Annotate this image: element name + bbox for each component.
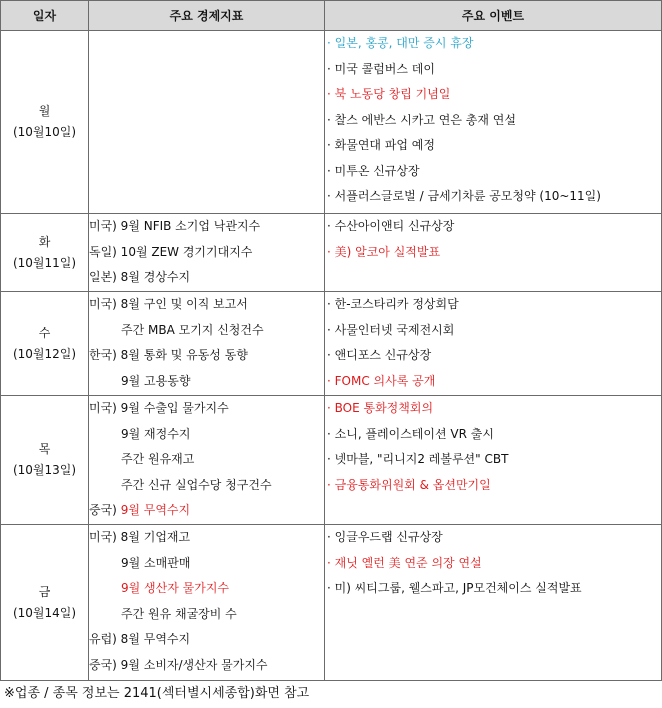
indicator-item: 일본) 8월 경상수지 (89, 270, 191, 284)
day-cell (1, 31, 89, 214)
indicator-item: 9월 고용동향 (121, 373, 191, 388)
weekday-label: 화 (38, 234, 51, 249)
indicator-item: 주간 신규 실업수당 청구건수 (121, 477, 272, 492)
indicators-cell (89, 292, 325, 396)
date-label: (10월12일) (12, 346, 77, 361)
event-item: · 수산아이앤티 신규상장 (327, 219, 455, 233)
indicator-country: 중국) (89, 503, 121, 517)
indicator-item: 미국) 9월 수출입 물가지수 (89, 401, 229, 415)
event-item: · 일본, 홍콩, 대만 증시 휴장 (327, 36, 474, 50)
day-cell (1, 525, 89, 681)
day-cell (1, 396, 89, 525)
indicator-item: 미국) 9월 NFIB 소기업 낙관지수 (89, 219, 261, 233)
day-row (1, 396, 662, 525)
indicator-item: 미국) 8월 기업재고 (89, 530, 191, 544)
event-item: · 한-코스타리카 정상회담 (327, 297, 459, 311)
indicators-cell (89, 31, 325, 214)
weekday-label: 수 (38, 325, 51, 340)
day-cell (1, 292, 89, 396)
event-item: · 사물인터넷 국제전시회 (327, 322, 455, 337)
event-item: · 소니, 플레이스테이션 VR 출시 (327, 426, 494, 441)
day-row (1, 214, 662, 292)
weekday-label: 목 (38, 442, 51, 456)
event-item: · 美) 알코아 실적발표 (327, 244, 441, 259)
date-label: (10월10일) (12, 125, 77, 139)
event-item: · 서플러스글로벌 / 금세기차륜 공모청약 (10~11일) (327, 189, 601, 203)
weekday-label: 금 (38, 584, 51, 599)
events-cell (325, 214, 662, 292)
event-item: · FOMC 의사록 공개 (327, 373, 436, 388)
event-item: · BOE 통화정책회의 (327, 401, 434, 415)
events-cell (325, 525, 662, 681)
header-events: 주요 이벤트 (325, 1, 662, 31)
events-cell (325, 292, 662, 396)
indicator-item: 중국) 9월 소비자/생산자 물가지수 (89, 657, 268, 672)
event-item: · 화물연대 파업 예정 (327, 138, 435, 152)
event-item: · 미) 씨티그룹, 웰스파고, JP모건체이스 실적발표 (327, 581, 582, 595)
event-item: · 미국 콜럼버스 데이 (327, 61, 435, 76)
day-row (1, 525, 662, 681)
indicator-item: 주간 원유 채굴장비 수 (121, 606, 237, 621)
header-indicators: 주요 경제지표 (89, 1, 325, 31)
weekday-label: 월 (38, 104, 51, 118)
indicator-item: 한국) 8월 통화 및 유동성 동향 (89, 348, 248, 362)
event-item: · 금융통화위원회 & 옵션만기일 (327, 477, 491, 492)
indicator-highlight: 9월 무역수지 (120, 503, 191, 517)
indicator-item: 주간 원유재고 (121, 452, 195, 466)
event-item: · 북 노동당 창립 기념일 (327, 87, 451, 101)
event-item: · 찰스 에반스 시카고 연은 총재 연설 (327, 112, 516, 127)
indicator-item: 유럽) 8월 무역수지 (89, 632, 191, 646)
indicators-cell (89, 214, 325, 292)
indicator-item: 미국) 8월 구인 및 이직 보고서 (89, 297, 248, 311)
indicators-cell (89, 396, 325, 525)
event-item: · 앤디포스 신규상장 (327, 348, 432, 362)
day-row (1, 31, 662, 214)
event-item: · 넷마블, "리니지2 레볼루션" CBT (327, 452, 509, 466)
event-item: · 재닛 옐런 美 연준 의장 연설 (327, 555, 482, 570)
date-label: (10월13일) (12, 463, 77, 477)
footnote: ※업종 / 종목 정보는 2141(섹터별시세종합)화면 참고 (4, 686, 310, 701)
day-cell (1, 214, 89, 292)
event-item: · 미투온 신규상장 (327, 163, 420, 178)
indicators-cell (89, 525, 325, 681)
header-date: 일자 (1, 1, 89, 31)
indicator-item: 9월 소매판매 (121, 555, 191, 570)
indicator-item: 9월 생산자 물가지수 (121, 581, 230, 595)
header-row (1, 1, 662, 31)
indicator-item (89, 498, 324, 524)
date-label: (10월11일) (12, 255, 77, 270)
date-label: (10월14일) (12, 605, 77, 620)
day-row (1, 292, 662, 396)
indicator-item: 독일) 10월 ZEW 경기기대지수 (89, 244, 253, 259)
event-item: · 잉글우드랩 신규상장 (327, 530, 443, 544)
indicator-item: 주간 MBA 모기지 신청건수 (121, 322, 264, 337)
events-cell (325, 31, 662, 214)
indicator-item: 9월 재정수지 (121, 426, 191, 441)
events-cell (325, 396, 662, 525)
